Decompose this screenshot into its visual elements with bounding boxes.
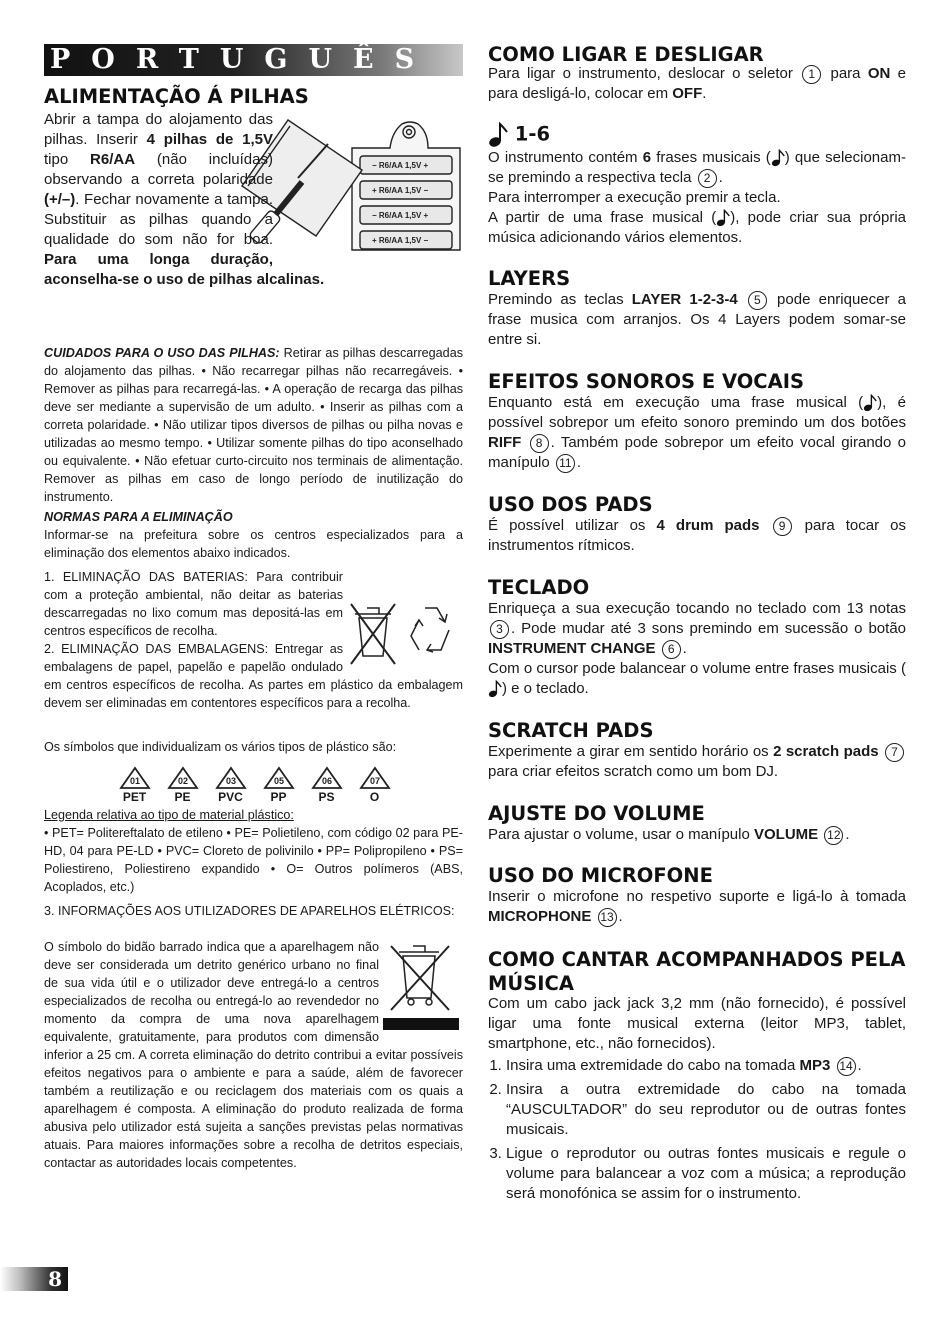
weee-title: 3. INFORMAÇÕES AOS UTILIZADORES DE APARELHOS ELÉTRICOS: <box>44 904 455 918</box>
svg-text:− R6/AA 1,5V +: − R6/AA 1,5V + <box>372 211 429 220</box>
battery-instructions: Abrir a tampa do alojamento das pilhas. Inserir 4 pilhas de 1,5V tipo R6/AA (não incluídas) observando a correta polaridade (+/–). Fechar novamente a tampa. Substituir as pilhas quando a qualidade do som não for boa. Para uma longa duração, aconselha-se o uso de pilhas alcalinas. <box>44 111 325 288</box>
callout-number: 3 <box>490 620 509 639</box>
on-off-text: Para ligar o instrumento, deslocar o seletor 1 para ON e para desligá-lo, colocar em OFF. <box>488 65 906 102</box>
effects-title: EFEITOS SONOROS E VOCAIS <box>488 370 805 393</box>
plastic-symbol-pet: 01 PET <box>118 766 151 804</box>
plastic-symbol-pp: 05 PP <box>262 766 295 804</box>
callout-number: 8 <box>530 434 549 453</box>
callout-number: 6 <box>662 640 681 659</box>
plastic-code: 05 <box>273 776 284 786</box>
disposal-items <box>44 568 463 712</box>
callout-number: 7 <box>885 743 904 762</box>
plastic-code: 03 <box>225 776 236 786</box>
svg-text:+ R6/AA 1,5V −: + R6/AA 1,5V − <box>372 186 429 195</box>
volume-text: Para ajustar o volume, usar o manípulo VOLUME 12 . <box>488 826 850 843</box>
music-note-icon <box>863 394 877 412</box>
phrases-text: O instrumento contém 6 frases musicais ( ) que selecionam-se premindo a respectiva tecla 2 . Para interromper a execução premir a tecla. A partir de uma frase musical ( ), pode criar sua própria música adicionando vários elementos. <box>488 149 906 246</box>
layers-text: Premindo as teclas LAYER 1-2-3-4 5 pode enriquecer a frase musica com arranjos. Os 4 Layers podem somar-se entre si. <box>488 291 906 348</box>
language-banner: PORTUGUÊS <box>44 44 463 76</box>
plastic-symbol-ps: 06 PS <box>310 766 343 804</box>
sing-along-steps <box>488 1056 906 1208</box>
sing-step-2: 2. Insira a outra extremidade do cabo na tomada “AUSCULTADOR” do seu reprodutor ou de outras fontes musicais. <box>506 1080 906 1140</box>
on-off-title: COMO LIGAR E DESLIGAR <box>488 43 764 66</box>
plastic-legend-title: Legenda relativa ao tipo de material plástico: <box>44 808 294 822</box>
music-note-icon <box>488 122 508 148</box>
sing-step-3: 3. Ligue o reprodutor ou outras fontes musicais e regule o volume para balancear a voz com a música; a reprodução será monofónica se assim for o instrumento. <box>506 1144 906 1204</box>
phrases-title: 1-6 <box>488 122 550 148</box>
plastic-symbols-intro: Os símbolos que individualizam os vários tipos de plástico são: <box>44 740 397 754</box>
plastic-code: 07 <box>369 776 380 786</box>
svg-text:+ R6/AA 1,5V −: + R6/AA 1,5V − <box>372 236 429 245</box>
page-number-tab <box>0 1267 68 1291</box>
mic-title: USO DO MICROFONE <box>488 864 713 887</box>
pads-text: É possível utilizar os 4 drum pads 9 para tocar os instrumentos rítmicos. <box>488 517 907 554</box>
callout-number: 14 <box>837 1057 856 1076</box>
weee-section <box>44 938 463 1172</box>
plastic-code: 02 <box>177 776 188 786</box>
effects-text: Enquanto está em execução uma frase musical ( ), é possível sobrepor um efeito sonoro premindo um dos botões RIFF 8 . Também pode sobrepor um efeito vocal girando o manípulo 11 . <box>488 394 906 471</box>
disposal-item-batteries: 1. ELIMINAÇÃO DAS BATERIAS: Para contribuir com a proteção ambiental, não deitar as baterias descarregadas no lixo comum mas depositá-las em centros específicos de recolha. <box>44 570 343 638</box>
plastic-symbol-pvc: 03 PVC <box>214 766 247 804</box>
disposal-intro: Informar-se na prefeitura sobre os centros especializados para a eliminação dos elementos abaixo indicados. <box>44 528 463 560</box>
volume-title: AJUSTE DO VOLUME <box>488 802 705 825</box>
battery-section-title: ALIMENTAÇÃO Á PILHAS <box>44 85 309 108</box>
plastic-symbol-other: 07 O <box>358 766 391 804</box>
plastic-code: 06 <box>321 776 332 786</box>
callout-number: 12 <box>824 826 843 845</box>
disposal-item-packaging: 2. ELIMINAÇÃO DAS EMBALAGENS: Entregar as embalagens de papel, papelão e papelão ondulado em centros específicos de recolha. As partes em plástico da embalagem devem ser eliminadas em contentores específicos para a recolha. <box>44 642 463 710</box>
plastic-symbol-pe: 02 PE <box>166 766 199 804</box>
mic-text: Inserir o microfone no respetivo suporte e ligá-lo à tomada MICROPHONE 13 . <box>488 888 906 925</box>
sing-along-intro: Com um cabo jack jack 3,2 mm (não fornecido), é possível ligar uma fonte musical externa (leitor MP3, tablet, smartphone, etc., não fornecidos). <box>488 995 906 1052</box>
callout-number: 1 <box>802 65 821 84</box>
callout-number: 11 <box>556 454 575 473</box>
callout-number: 13 <box>598 908 617 927</box>
callout-number: 9 <box>773 517 792 536</box>
page-number: 8 <box>48 1267 62 1291</box>
recycling-icons <box>343 568 463 672</box>
sing-along-title: COMO CANTAR ACOMPANHADOS PELA MÚSICA <box>488 948 906 995</box>
battery-care-notice: CUIDADOS PARA O USO DAS PILHAS: Retirar as pilhas descarregadas do alojamento das pilhas. • Não recarregar pilhas não recarregáveis. • Remover as pilhas para recarregá-las. • A operação de recarga das pilhas deve ser mediante a supervisão de um adulto. • Inserir as pilhas com a correta polaridade. • Não utilizar tipos diversos de pilhas ou pilha novas e utilizadas ao mesmo tempo. • Utilizar somente pilhas do tipo aconselhado ou equivalente. • Não efetuar curto-circuito nos terminais de alimentação. Remover as pilhas em caso de longo período de inutilização do instrumento. <box>44 346 463 504</box>
keyboard-title: TECLADO <box>488 576 590 599</box>
pads-title: USO DOS PADS <box>488 493 653 516</box>
plastic-code: 01 <box>129 776 140 786</box>
weee-text: O símbolo do bidão barrado indica que a aparelhagem não deve ser considerada um detrito genérico urbano no final de sua vida útil e o utilizador deve entregá-lo a centros especializados de recolha ou entregá-lo ao revendedor no momento da compra de uma nova aparelhagem equivalente, gratuitamente, para produtos com dimensão inferior a 25 cm. A correta eliminação do detrito contribui a evitar possíveis efeitos negativos para o ambiente e para a saúde, além de favorecer também a reutilização e ou reciclagem dos materiais com os quais a aparelhagem é composta. A eliminação do produto realizada de forma abusiva pelo utilizador está sujeita a sanções previstas pelas normativas atuais. Para maiores informações sobre a recolha de detritos especiais, contactar as autoridades locais competentes. <box>44 940 463 1170</box>
callout-number: 2 <box>698 169 717 188</box>
crossed-bin-icon <box>379 938 463 1042</box>
plastic-legend-text: • PET= Politereftalato de etileno • PE= Polietileno, com código 02 para PE-HD, 04 para PE-LD • PVC= Cloreto de polivinilo • PP= Polipropileno • PS= Poliestireno, Poliestireno expandido • O= Outros polímeros (ABS, Acoplados, etc.) <box>44 826 463 894</box>
sing-step-1: 1. Insira uma extremidade do cabo na tomada MP3 14 . <box>506 1056 906 1076</box>
scratch-text: Experimente a girar em sentido horário os 2 scratch pads 7 para criar efeitos scratch como um bom DJ. <box>488 742 906 782</box>
music-note-icon <box>771 149 785 167</box>
scratch-title: SCRATCH PADS <box>488 719 654 742</box>
svg-text:− R6/AA 1,5V +: − R6/AA 1,5V + <box>372 161 429 170</box>
layers-title: LAYERS <box>488 267 571 290</box>
callout-number: 5 <box>748 291 767 310</box>
plastic-symbols-row <box>118 766 391 804</box>
music-note-icon <box>716 209 730 227</box>
music-note-icon <box>488 680 502 698</box>
disposal-heading: NORMAS PARA A ELIMINAÇÃO <box>44 510 233 524</box>
keyboard-text: Enriqueça a sua execução tocando no teclado com 13 notas 3 . Pode mudar até 3 sons premindo em sucessão o botão INSTRUMENT CHANGE 6 . Com o cursor pode balancear o volume entre frases musicais () e o teclado. <box>488 600 906 697</box>
